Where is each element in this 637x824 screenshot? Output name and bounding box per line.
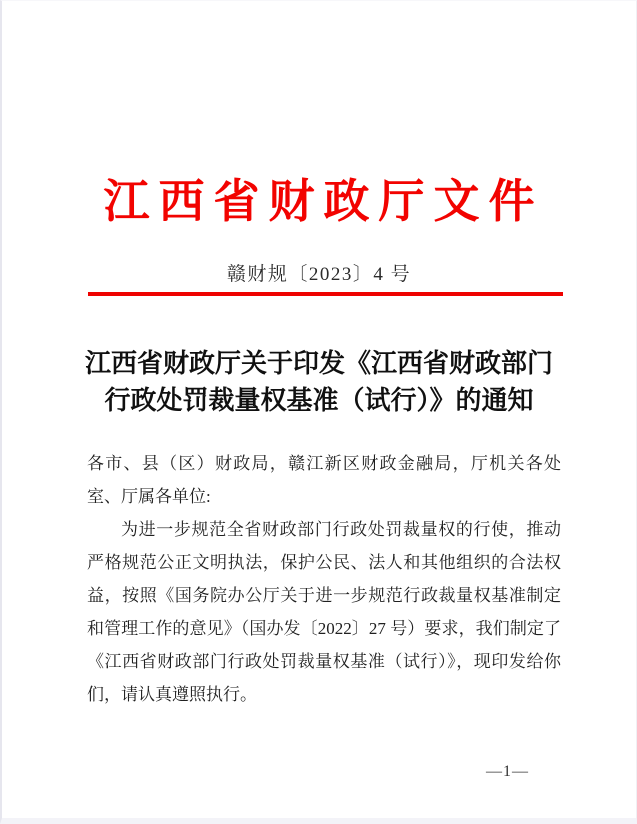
document-body <box>87 447 561 711</box>
document-title <box>2 345 636 419</box>
body-paragraph: 为进一步规范全省财政部门行政处罚裁量权的行使，推动严格规范公正文明执法，保护公民、法人和其他组织的合法权益，按照《国务院办公厅关于进一步规范行政裁量权基准制定和管理工作的意见》（国办发〔2022〕27 号）要求，我们制定了《江西省财政部门行政处罚裁量权基准（试行）》，现印发给你们，请认真遵照执行。 <box>87 520 561 704</box>
page-number: —1— <box>486 763 529 780</box>
salutation: 各市、县（区）财政局，赣江新区财政金融局，厅机关各处室、厅属各单位: <box>87 454 561 506</box>
letterhead-red-rule <box>88 292 563 296</box>
document-title-line2: 行政处罚裁量权基准（试行）》的通知 <box>104 386 534 415</box>
document-title-line1: 江西省财政厅关于印发《江西省财政部门 <box>84 349 553 378</box>
letterhead-title: 江西省财政厅文件 <box>103 176 544 227</box>
document-number: 赣财规〔2023〕4 号 <box>226 264 412 285</box>
